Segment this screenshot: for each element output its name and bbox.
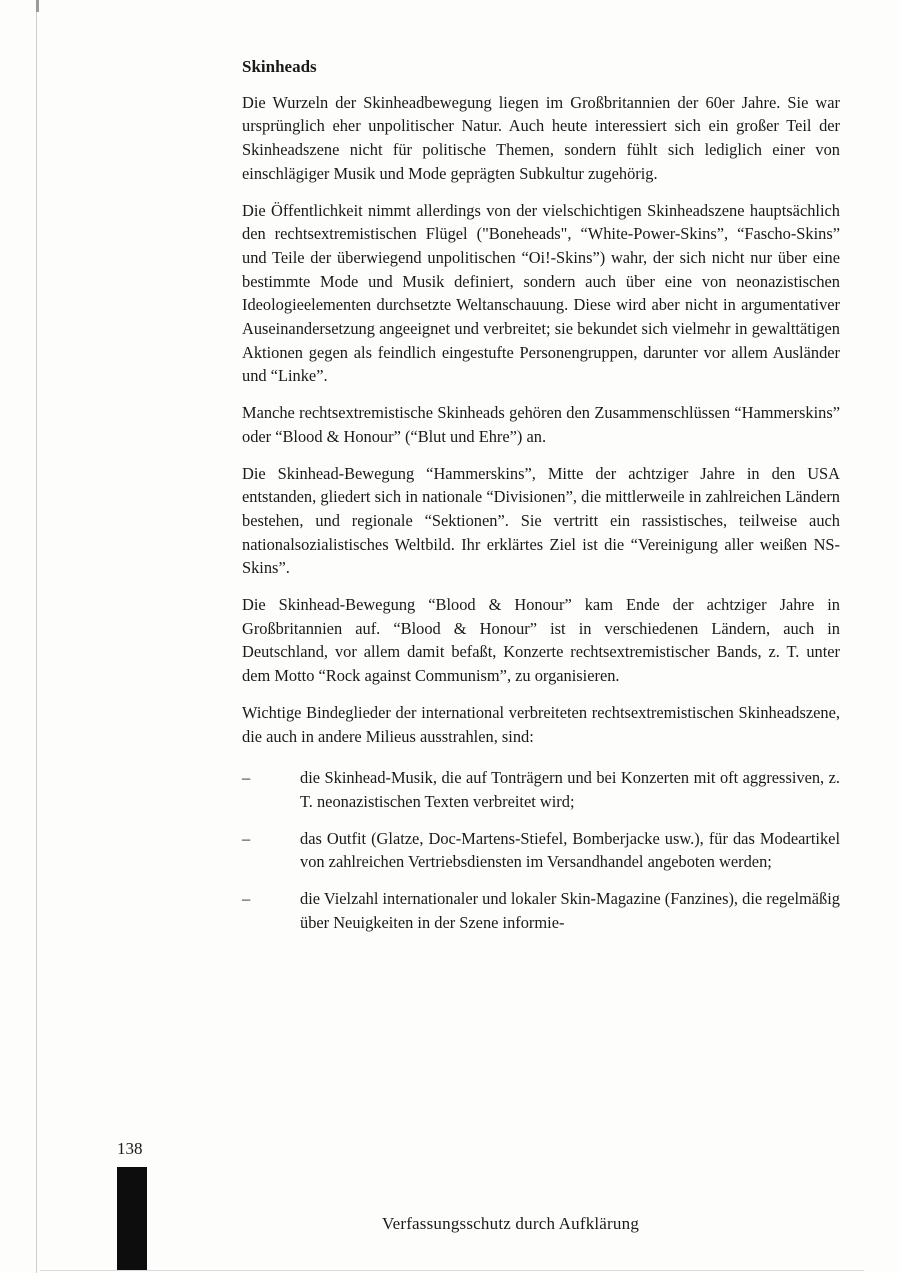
list-item — [242, 887, 840, 934]
paragraph-origins: Die Wurzeln der Skinheadbewegung liegen im Großbritannien der 60er Jahre. Sie war ursprünglich eher unpolitischer Natur. Auch heute interessiert sich ein großer Teil der Skinheadszene nicht für politische Themen, sondern fühlt sich lediglich einer von einschlägiger Musik und Mode geprägten Subkultur zugehörig. — [242, 92, 840, 183]
paragraph-blood-honour: Die Skinhead-Bewegung “Blood & Honour” kam Ende der achtziger Jahre in Großbritannien auf. “Blood & Honour” ist in verschiedenen Ländern, auch in Deutschland, vor allem damit befaßt, Konzerte rechtsextremistischer Bands, z. T. unter dem Motto “Rock against Communism”, zu organisieren. — [242, 595, 840, 686]
paragraph-links-intro: Wichtige Bindeglieder der international verbreiteten rechtsextremistischen Skinheadszene, die auch in andere Milieus ausstrahlen, sind: — [242, 702, 840, 746]
bullet-list — [242, 766, 840, 934]
section-heading: Skinheads — [242, 57, 317, 76]
page-number: 138 — [117, 1139, 143, 1158]
scan-edge-top — [36, 0, 39, 12]
bullet-dash: – — [242, 889, 251, 909]
list-item-text: die Skinhead-Musik, die auf Tonträgern und bei Konzerten mit oft aggressiven, z. T. neonazistischen Texten verbreitet wird; — [300, 768, 840, 811]
paragraph-groups: Manche rechtsextremistische Skinheads gehören den Zusammenschlüssen “Hammerskins” oder “Blood & Honour” (“Blut und Ehre”) an. — [242, 403, 840, 446]
page-edge-bar — [117, 1167, 147, 1270]
scan-edge-left — [36, 0, 37, 1273]
list-item-text: die Vielzahl internationaler und lokaler Skin-Magazine (Fanzines), die regelmäßig über Neuigkeiten in der Szene informie- — [300, 889, 840, 932]
running-footer: Verfassungsschutz durch Aufklärung — [382, 1214, 640, 1233]
page-body — [242, 55, 840, 948]
paragraph-public-perception: Die Öffentlichkeit nimmt allerdings von der vielschichtigen Skinheadszene hauptsächlich den rechtsextremistischen Flügel ("Boneheads", “White-Power-Skins”, “Fascho-Skins” und Teile der überwiegend unpolitischen “Oi!-Skins”) wahr, der sich nicht nur über eine bestimmte Mode und Musik definiert, sondern auch über eine von neonazistischen Ideologieelementen durchsetzte Weltanschauung. Diese wird aber nicht in argumentativer Auseinandersetzung angeeignet und verbreitet; sie bekundet sich vielmehr in gewalttätigen Aktionen gegen als feindlich eingestufte Personengruppen, darunter vor allem Ausländer und “Linke”. — [242, 200, 840, 386]
bullet-dash: – — [242, 768, 251, 788]
list-item — [242, 766, 840, 813]
list-item — [242, 827, 840, 874]
bullet-dash: – — [242, 828, 251, 848]
scan-edge-bottom — [40, 1270, 864, 1271]
list-item-text: das Outfit (Glatze, Doc-Martens-Stiefel, Bomberjacke usw.), für das Modeartikel von zahlreichen Vertriebsdiensten im Versandhandel angeboten werden; — [300, 828, 840, 872]
paragraph-hammerskins: Die Skinhead-Bewegung “Hammerskins”, Mitte der achtziger Jahre in den USA entstanden, gliedert sich in nationale “Divisionen”, die mittlerweile in zahlreichen Ländern bestehen, und regionale “Sektionen”. Sie vertritt ein rassistisches, teilweise auch nationalsozialistisches Weltbild. Ihr erklärtes Ziel ist die “Vereinigung aller weißen NS-Skins”. — [242, 463, 840, 578]
